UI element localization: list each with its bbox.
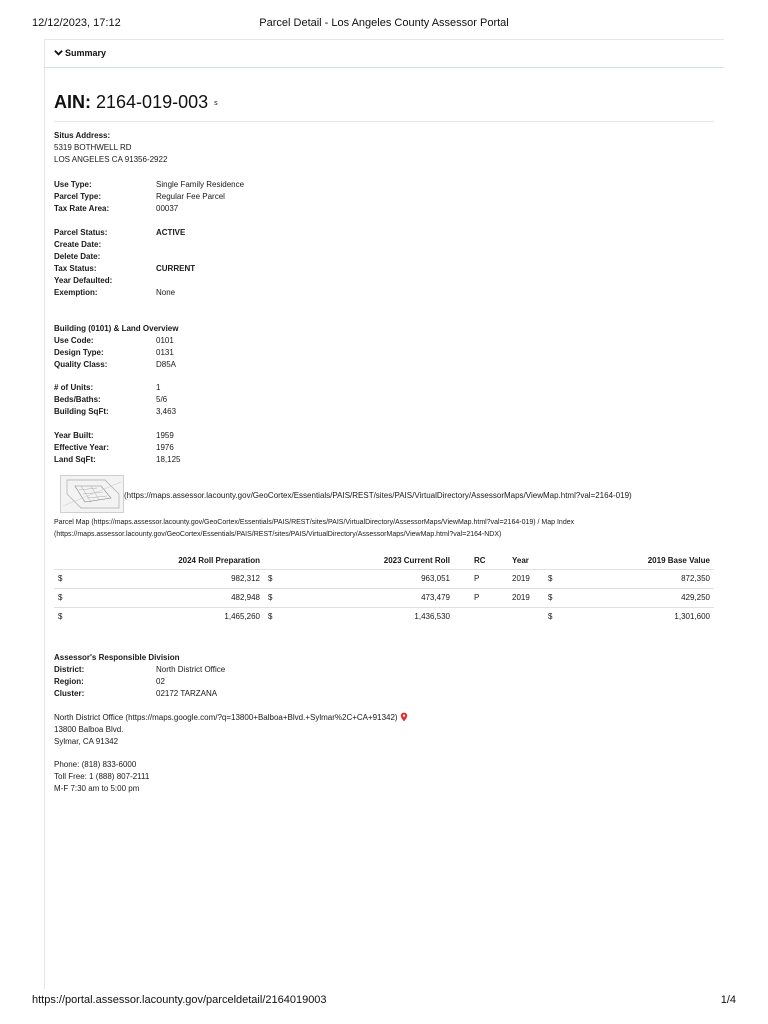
cluster-label: Cluster: [54,689,85,698]
parcel-map-link[interactable]: Parcel Map (https://maps.assessor.lacounty.gov/GeoCortex/Essentials/PAIS/REST/sites/PAIS/VirtualDirectory/AssessorMaps/ViewMap.html?val=2164-019) / Map Index [54,519,575,526]
currency-cell: $ [544,607,564,626]
rc-cell [454,607,504,626]
region-label: Region: [54,677,84,686]
table-row [54,588,714,607]
value-cell: 1,436,530 [284,607,454,626]
currency-cell: $ [264,607,284,626]
office-link[interactable] [54,712,408,724]
tax-status-label: Tax Status: [54,264,97,273]
currency-cell: $ [264,588,284,607]
year-defaulted-label: Year Defaulted: [54,276,113,285]
office-phone: Phone: (818) 833-6000 [54,760,137,769]
building-heading: Building (0101) & Land Overview [54,324,179,333]
summary-bar [44,39,724,68]
office-street: 13800 Balboa Blvd. [54,725,124,734]
parcel-type-value: Regular Fee Parcel [156,192,225,201]
year-cell [504,607,544,626]
parcel-status-value: ACTIVE [156,228,186,237]
effective-year-value: 1976 [156,443,174,452]
office-hours: M-F 7:30 am to 5:00 pm [54,784,140,793]
quality-class-label: Quality Class: [54,360,108,369]
land-sqft-value: 18,125 [156,455,181,464]
map-pin-icon[interactable] [400,712,408,722]
division-heading: Assessor's Responsible Division [54,653,180,662]
exemption-value: None [156,288,176,297]
year-cell: 2019 [504,588,544,607]
roll-values-table [54,553,714,626]
rc-cell: P [454,569,504,588]
design-type-label: Design Type: [54,348,104,357]
value-cell: 482,948 [74,588,264,607]
use-code-label: Use Code: [54,336,94,345]
chevron-down-icon [54,48,63,57]
print-date: 12/12/2023, 17:12 [32,17,121,29]
value-cell: 982,312 [74,569,264,588]
year-built-label: Year Built: [54,431,94,440]
currency-cell: $ [264,569,284,588]
table-row [54,607,714,626]
currency-cell: $ [54,607,74,626]
office-city: Sylmar, CA 91342 [54,737,119,746]
district-value: North District Office [156,665,226,674]
value-cell: 963,051 [284,569,454,588]
value-cell: 1,465,260 [74,607,264,626]
situs-label: Situs Address: [54,131,111,140]
units-label: # of Units: [54,383,94,392]
cluster-value: 02172 TARZANA [156,689,218,698]
office-link-text[interactable]: North District Office (https://maps.google.com/?q=13800+Balboa+Blvd.+Sylmar%2C+CA+91342) [54,713,398,722]
content-frame [44,39,724,989]
currency-cell: $ [544,569,564,588]
value-cell: 872,350 [564,569,714,588]
building-sqft-label: Building SqFt: [54,407,109,416]
currency-cell: $ [54,569,74,588]
print-header [32,17,736,31]
ain-heading [54,92,218,113]
situs-line1: 5319 BOTHWELL RD [54,143,132,152]
col-rc: RC [474,556,486,566]
rc-cell: P [454,588,504,607]
ain-label: AIN: [54,92,91,112]
col-base-value: 2019 Base Value [647,556,710,566]
parcel-type-label: Parcel Type: [54,192,101,201]
district-label: District: [54,665,85,674]
col-2024-roll: 2024 Roll Preparation [178,556,260,566]
land-sqft-label: Land SqFt: [54,455,96,464]
value-cell: 429,250 [564,588,714,607]
exemption-label: Exemption: [54,288,98,297]
parcel-map-thumbnail[interactable] [60,475,124,513]
print-page-number: 1/4 [720,994,736,1006]
use-code-value: 0101 [156,336,174,345]
units-value: 1 [156,383,161,392]
create-date-label: Create Date: [54,240,102,249]
year-cell: 2019 [504,569,544,588]
year-built-value: 1959 [156,431,174,440]
situs-line2: LOS ANGELES CA 91356-2922 [54,155,168,164]
print-footer [32,994,736,1008]
summary-toggle[interactable] [54,48,106,58]
value-cell: 473,479 [284,588,454,607]
design-type-value: 0131 [156,348,174,357]
parcel-status-label: Parcel Status: [54,228,108,237]
beds-baths-label: Beds/Baths: [54,395,101,404]
print-page-title: Parcel Detail - Los Angeles County Assessor Portal [259,17,509,29]
value-cell: 1,301,600 [564,607,714,626]
quality-class-value: D85A [156,360,177,369]
col-year: Year [512,556,529,566]
parcel-map-thumb-link[interactable]: (https://maps.assessor.lacounty.gov/GeoCortex/Essentials/PAIS/REST/sites/PAIS/VirtualDirectory/AssessorMaps/ViewMap.html?val=2164-019) [124,491,632,500]
table-row [54,569,714,588]
tax-rate-area-label: Tax Rate Area: [54,204,110,213]
ain-suffix: s [214,99,218,107]
ain-value: 2164-019-003 [96,92,209,112]
tax-status-value: CURRENT [156,264,196,273]
divider [54,121,714,122]
tax-rate-area-value: 00037 [156,204,179,213]
delete-date-label: Delete Date: [54,252,101,261]
print-url: https://portal.assessor.lacounty.gov/parceldetail/2164019003 [32,994,327,1006]
summary-toggle-label: Summary [65,48,107,58]
use-type-label: Use Type: [54,180,92,189]
currency-cell: $ [54,588,74,607]
effective-year-label: Effective Year: [54,443,109,452]
beds-baths-value: 5/6 [156,395,168,404]
col-2023-roll: 2023 Current Roll [383,556,450,566]
building-sqft-value: 3,463 [156,407,177,416]
map-index-link[interactable]: (https://maps.assessor.lacounty.gov/GeoCortex/Essentials/PAIS/REST/sites/PAIS/VirtualDirectory/AssessorMaps/ViewMap.html?val=2164-NDX) [54,531,502,538]
use-type-value: Single Family Residence [156,180,245,189]
parcel-map-icon [61,476,123,512]
region-value: 02 [156,677,165,686]
currency-cell: $ [544,588,564,607]
office-toll-free: Toll Free: 1 (888) 807-2111 [54,772,150,781]
table-header-row [54,553,714,569]
